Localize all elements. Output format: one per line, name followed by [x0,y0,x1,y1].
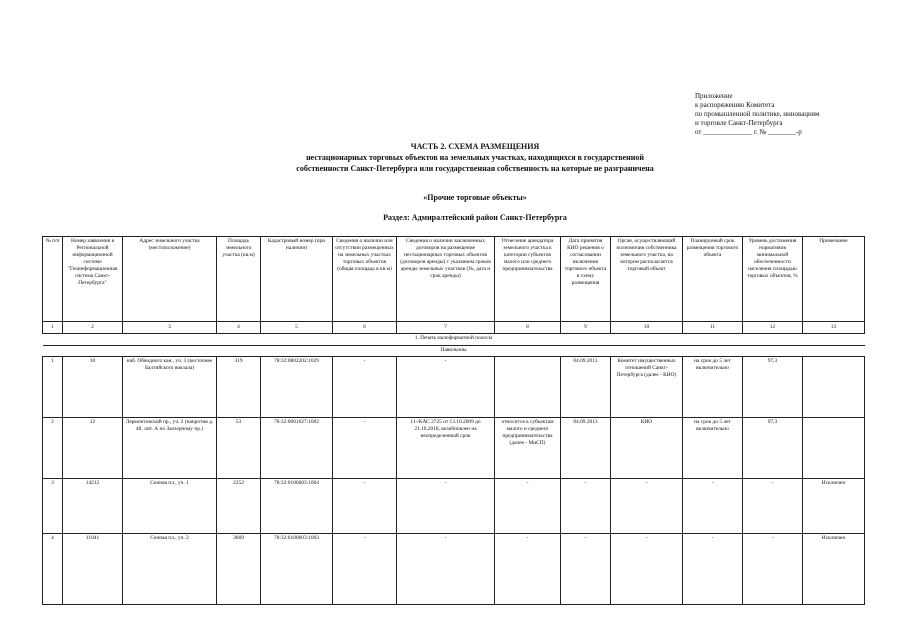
smb-category: - [495,534,561,605]
header-cell: Дата принятия КИО решения о согласовании включения торгового объекта в схему размещения [561,237,611,322]
header-cell: Примечание [803,237,865,322]
table-row [43,479,865,534]
cadastral-number: 78:32:0100603:1004 [261,479,333,534]
authority-cell: - [611,534,683,605]
appendix-line: по промышленной политике, инновациям [695,110,820,118]
column-number: 5 [261,322,333,334]
cadastral-number: 78:32:0001627:1002 [261,418,333,479]
document-title [150,141,800,174]
header-cell: Орган, осуществляющий полномочия собственника земельного участка, на котором располагается торговый объект [611,237,683,322]
address-cell: Лермонтовский пр., уч. 2 (напротив д. 48, лит. А по Заозерному пр.) [123,418,217,479]
cadastral-number: 78:32:0100603:1003 [261,534,333,605]
header-cell: Номер заявления в Региональной информационной системе "Геоинформационная система Санкт-Петербурга" [63,237,123,322]
approval-date: - [561,479,611,534]
address-cell: Сенная пл., уч. 2 [123,534,217,605]
header-cell: Сведения о наличии заключенных договоров на размещение нестационарных торговых объектов (договоров аренды) с указанием сроков аренды земельных участков (№, дата и срок аренды) [397,237,495,322]
provision-level: 97,3 [743,357,803,418]
row-number: 3 [43,479,63,534]
existing-objects: - [333,418,397,479]
column-number: 9 [561,322,611,334]
column-number: 13 [803,322,865,334]
application-number: 14212 [63,479,123,534]
note-cell: Исключен [803,479,865,534]
application-number: 10 [63,357,123,418]
smb-category [495,357,561,418]
header-cell: Кадастровый номер (при наличии) [261,237,333,322]
approval-date: 04.09.2013 [561,418,611,479]
column-number: 10 [611,322,683,334]
title-line: собственности Санкт-Петербурга или государственная собственность на которые не разграничена [296,164,654,173]
header-cell: Адрес земельного участка (местоположение) [123,237,217,322]
row-number: 2 [43,418,63,479]
header-cell: Площадь земельного участка (кв.м) [217,237,261,322]
subgroup-row [43,346,865,357]
planned-term: на срок до 5 лет включительно [683,418,743,479]
header-cell: Планируемый срок размещения торгового объекта [683,237,743,322]
appendix-line: от ______________ г. № ________-р [695,128,802,136]
note-cell [803,418,865,479]
column-number: 1 [43,322,63,334]
column-number: 11 [683,322,743,334]
table-row [43,534,865,605]
header-cell: № п/п [43,237,63,322]
column-number: 2 [63,322,123,334]
header-cell: Уровень достижения нормативов минимальной обеспеченности населения площадью торговых объектов, % [743,237,803,322]
authority-cell: - [611,479,683,534]
planned-term: - [683,534,743,605]
smb-category: - [495,479,561,534]
column-number-row [43,322,865,334]
note-cell [803,357,865,418]
contract-info: - [397,357,495,418]
planned-term: на срок до 5 лет включительно [683,357,743,418]
group-label: 1. Печать малоформатной полосы [43,334,865,346]
placement-table [42,236,865,605]
contract-info: 11-/КАС 2725 от 13.10.2009 до 21.10.2018, возобновлен на неопределенный срок [397,418,495,479]
table-header-row [43,237,865,322]
title-line: ЧАСТЬ 2. СХЕМА РАЗМЕЩЕНИЯ [410,142,540,151]
address-cell: Сенная пл., уч. 1 [123,479,217,534]
column-number: 12 [743,322,803,334]
area-cell: 53 [217,418,261,479]
contract-info: - [397,479,495,534]
row-number: 4 [43,534,63,605]
authority-cell: КИО [611,418,683,479]
title-line: нестационарных торговых объектов на земельных участках, находящихся в государственной [306,153,644,162]
header-cell: Сведения о наличии или отсутствии размещенных на земельных участках торговых объектов (общая площадь в кв.м) [333,237,397,322]
section-title: Раздел: Адмиралтейский район Санкт-Петербурга [383,213,567,222]
document-subtitle: «Прочие торговые объекты» [423,193,527,202]
column-number: 4 [217,322,261,334]
column-number: 6 [333,322,397,334]
provision-level: - [743,534,803,605]
provision-level: 97,3 [743,418,803,479]
address-cell: наб. Обводного кан., уч. 3 (восточнее Балтийского вокзала) [123,357,217,418]
header-cell: Отнесение арендатора земельного участка к категории субъектов малого или среднего предпринимательства [495,237,561,322]
table-row [43,418,865,479]
application-number: 12 [63,418,123,479]
approval-date: 04.09.2013 [561,357,611,418]
group-row [43,334,865,346]
authority-cell: Комитет имущественных отношений Санкт-Петербурга (далее - КИО) [611,357,683,418]
appendix-line: к распоряжению Комитета [695,101,775,109]
column-number: 7 [397,322,495,334]
smb-category: относится к субъектам малого и среднего предпринимательства (далее - МиСП) [495,418,561,479]
column-number: 3 [123,322,217,334]
column-number: 8 [495,322,561,334]
row-number: 1 [43,357,63,418]
appendix-line: и торговле Санкт-Петербурга [695,119,783,127]
existing-objects: - [333,479,397,534]
area-cell: 2252 [217,479,261,534]
approval-date: - [561,534,611,605]
provision-level: - [743,479,803,534]
planned-term: - [683,479,743,534]
note-cell: Исключен [803,534,865,605]
table-row [43,357,865,418]
application-number: 11041 [63,534,123,605]
appendix-line: Приложение [695,92,733,100]
area-cell: 319 [217,357,261,418]
area-cell: 3669 [217,534,261,605]
cadastral-number: 78:32:0802202:1029 [261,357,333,418]
existing-objects: - [333,534,397,605]
contract-info: - [397,534,495,605]
subgroup-label: Павильоны [43,346,865,357]
appendix-block [695,92,895,137]
existing-objects: - [333,357,397,418]
